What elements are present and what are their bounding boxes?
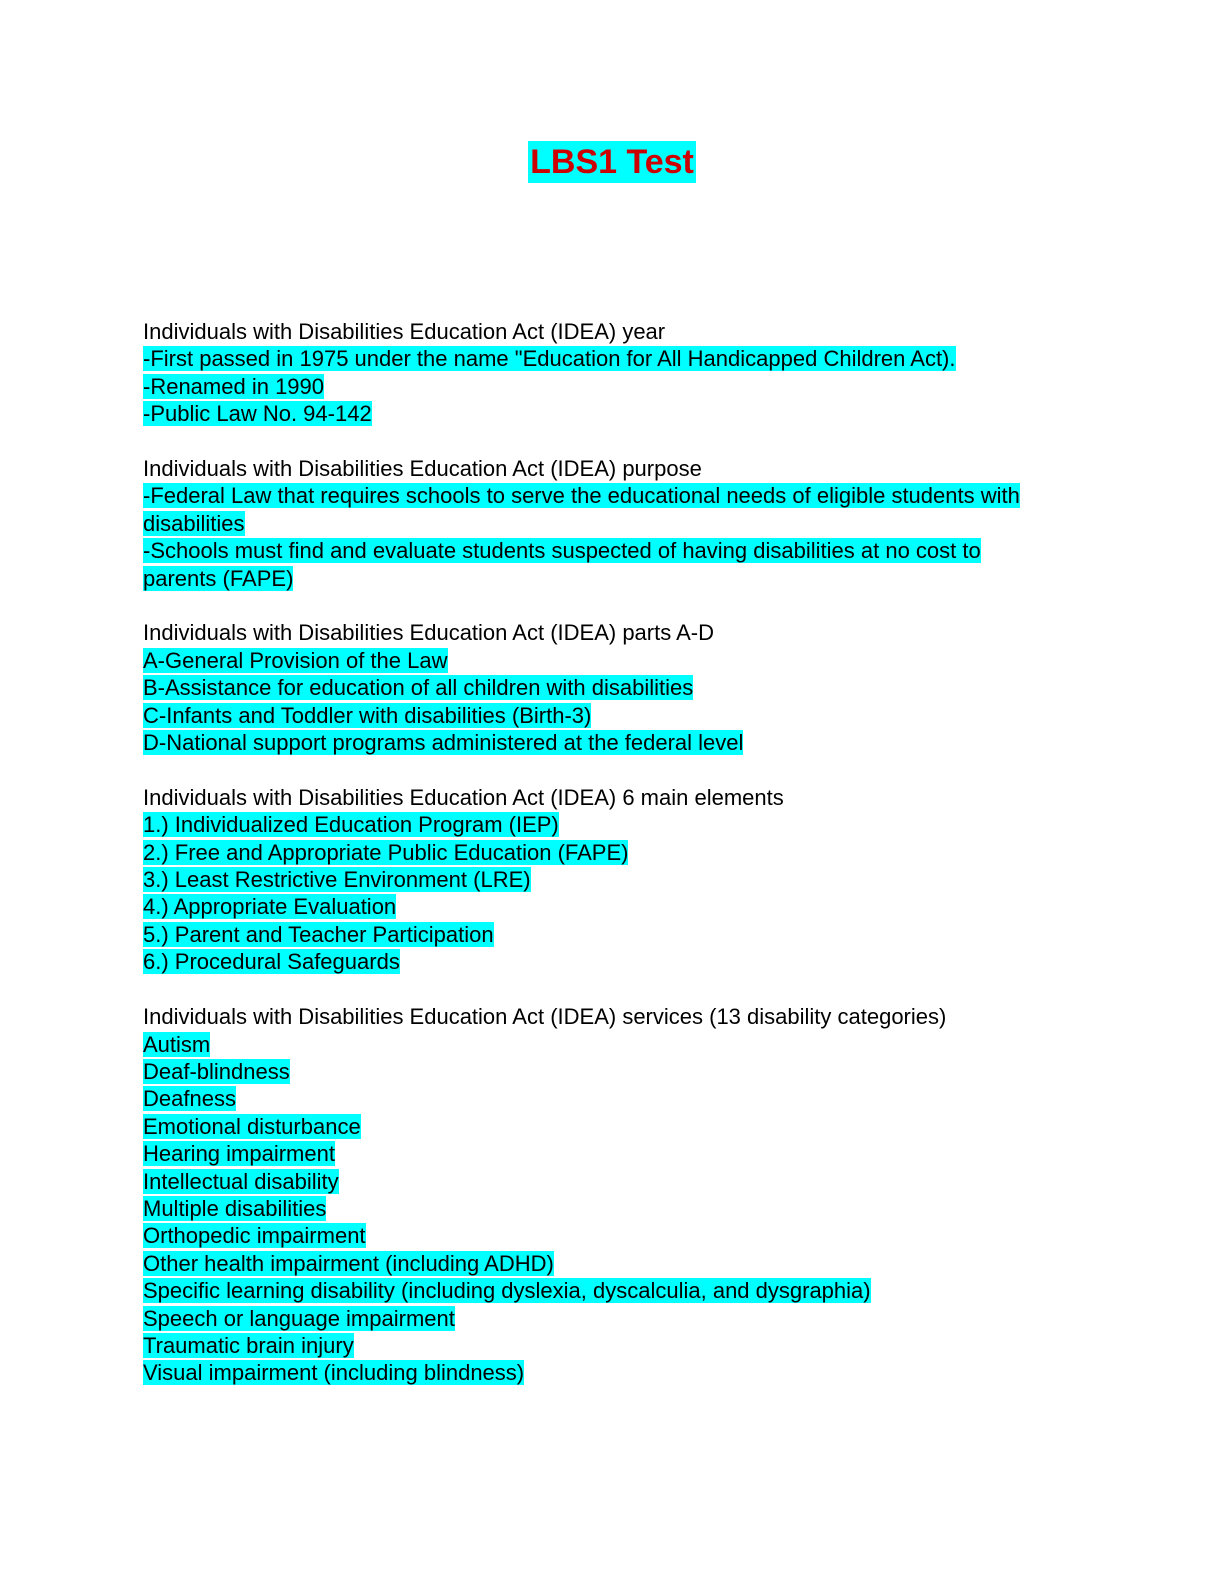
answer-line [143,400,1053,427]
highlighted-answer-text: Other health impairment (including ADHD) [143,1250,554,1276]
answer-line [143,1332,1053,1359]
answer-line [143,1168,1053,1195]
highlighted-answer-text: 3.) Least Restrictive Environment (LRE) [143,867,531,893]
title-container [0,141,1224,183]
answer-line [143,674,1053,701]
qa-section [143,619,1053,756]
highlighted-answer-text: Autism [143,1031,211,1057]
highlighted-answer-text: Orthopedic impairment [143,1223,366,1249]
answer-line [143,1031,1053,1058]
highlighted-answer-text: 5.) Parent and Teacher Participation [143,921,494,947]
highlighted-answer-text: 2.) Free and Appropriate Public Education (FAPE) [143,839,629,865]
highlighted-answer-text: 6.) Procedural Safeguards [143,949,400,975]
answer-line [143,537,1053,592]
answer-line [143,948,1053,975]
answer-line [143,1113,1053,1140]
answer-line [143,1305,1053,1332]
answer-line [143,729,1053,756]
answer-line [143,1250,1053,1277]
answer-line [143,373,1053,400]
highlighted-answer-text: -Public Law No. 94-142 [143,401,372,427]
highlighted-answer-text: Speech or language impairment [143,1305,455,1331]
highlighted-answer-text: 4.) Appropriate Evaluation [143,894,397,920]
question-text: Individuals with Disabilities Education Act (IDEA) 6 main elements [143,784,784,810]
answer-line [143,345,1053,372]
highlighted-answer-text: -Schools must find and evaluate students suspected of having disabilities at no cost to parents (FAPE) [143,538,981,591]
highlighted-answer-text: Emotional disturbance [143,1113,361,1139]
flashcard-list [143,318,1053,1414]
answer-line [143,893,1053,920]
highlighted-answer-text: Visual impairment (including blindness) [143,1360,525,1386]
answer-line [143,921,1053,948]
answer-line [143,1058,1053,1085]
highlighted-answer-text: C-Infants and Toddler with disabilities (Birth-3) [143,702,592,728]
highlighted-answer-text: Hearing impairment [143,1141,335,1167]
highlighted-answer-text: A-General Provision of the Law [143,647,448,673]
answer-line [143,1277,1053,1304]
highlighted-answer-text: Deaf-blindness [143,1058,290,1084]
highlighted-answer-text: -Renamed in 1990 [143,373,325,399]
answer-line [143,482,1053,537]
answer-line [143,1222,1053,1249]
qa-section [143,784,1053,976]
highlighted-answer-text: Traumatic brain injury [143,1332,354,1358]
highlighted-answer-text: B-Assistance for education of all children with disabilities [143,675,694,701]
answer-line [143,1359,1053,1386]
question-text: Individuals with Disabilities Education Act (IDEA) year [143,319,666,344]
answer-line [143,811,1053,838]
highlighted-answer-text: D-National support programs administered at the federal level [143,730,744,756]
highlighted-answer-text: Multiple disabilities [143,1195,327,1221]
answer-line [143,647,1053,674]
answer-line [143,839,1053,866]
answer-line [143,1085,1053,1112]
answer-line [143,866,1053,893]
highlighted-answer-text: -Federal Law that requires schools to serve the educational needs of eligible students with disabilities [143,483,1020,536]
question-text: Individuals with Disabilities Education Act (IDEA) purpose [143,456,702,482]
question-text: Individuals with Disabilities Education Act (IDEA) parts A-D [143,620,715,646]
answer-line [143,702,1053,729]
page-title: LBS1 Test [530,143,694,181]
question-text: Individuals with Disabilities Education Act (IDEA) services (13 disability categories) [143,1004,947,1030]
highlighted-answer-text: Intellectual disability [143,1168,339,1194]
highlighted-answer-text: Specific learning disability (including dyslexia, dyscalculia, and dysgraphia) [143,1278,871,1304]
qa-section [143,318,1053,428]
highlighted-answer-text: 1.) Individualized Education Program (IEP) [143,812,559,838]
highlighted-answer-text: -First passed in 1975 under the name "Education for All Handicapped Children Act). [143,346,956,372]
highlighted-answer-text: Deafness [143,1086,236,1112]
answer-line [143,1195,1053,1222]
qa-section [143,1003,1053,1387]
answer-line [143,1140,1053,1167]
qa-section [143,455,1053,592]
